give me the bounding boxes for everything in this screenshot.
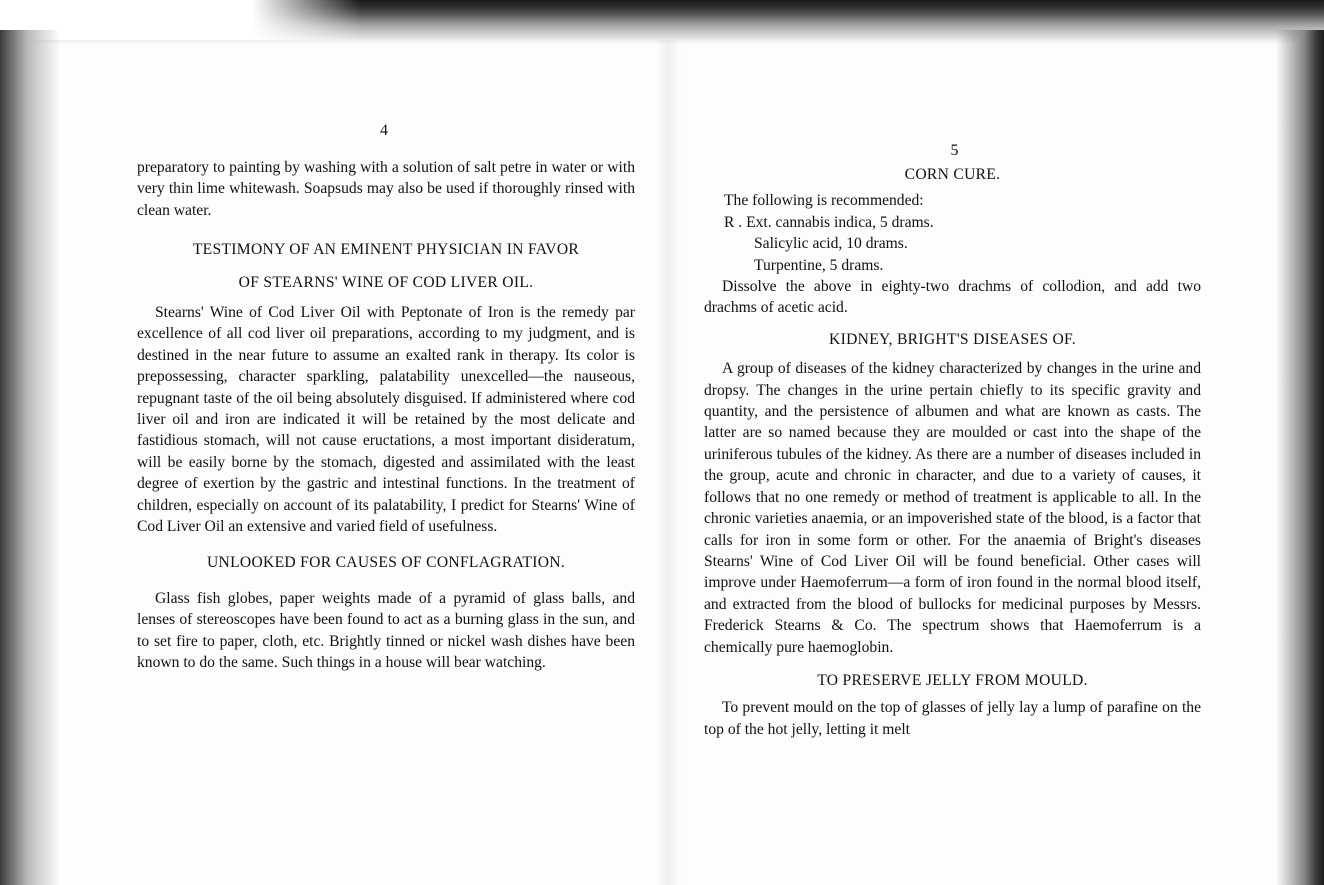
section-heading: TO PRESERVE JELLY FROM MOULD. <box>817 671 1088 689</box>
conflagration-paragraph: Glass fish globes, paper weights made of a pyramid of glass balls, and lenses of stereoscopes have been found to act as a burning glass in the sun, and to set fire to paper, cloth, etc. Brightly tinned or nickel wash dishes have been known to do the same. Such things in a house will bear watching. <box>137 589 635 672</box>
recipe-instructions: Dissolve the above in eighty-two drachms of collodion, and add two drachms of acetic acid. <box>704 278 1201 317</box>
opening-paragraph: preparatory to painting by washing with a solution of salt petre in water or with very thin lime whitewash. Soapsuds may also be used if thoroughly rinsed with clean water. <box>137 159 635 219</box>
book-gutter <box>655 40 681 885</box>
left-page <box>137 120 635 674</box>
recipe-line: R . Ext. cannabis indica, 5 drams. <box>724 213 934 231</box>
scan-shadow-left <box>0 30 60 885</box>
page-number: 5 <box>950 142 959 159</box>
section-heading: TESTIMONY OF AN EMINENT PHYSICIAN IN FAVOR <box>192 241 580 259</box>
recipe-line: Turpentine, 5 drams. <box>754 256 884 274</box>
recipe-intro: The following is recommended: <box>724 192 924 210</box>
testimony-paragraph: Stearns' Wine of Cod Liver Oil with Peptonate of Iron is the remedy par excellence of all cod liver oil preparations, according to my judgment, and is destined in the near future to assume an exalted rank in therapy. Its color is prepossessing, character sparkling, palatability unexcelled—the nauseous, repugnant taste of the oil being absolutely disguised. If administered where cod liver oil and iron are indicated it will be retained by the most delicate and fastidious stomach, will not cause eructations, a most important disideratum, will be easily borne by the stomach, digested and assimilated with the least degree of exertion by the gastric and intestinal functions. In the treatment of children, especially on account of its palatability, I predict for Stearns' Wine of Cod Liver Oil an extensive and varied field of usefulness. <box>137 304 635 536</box>
kidney-paragraph: A group of diseases of the kidney characterized by changes in the urine and dropsy. The changes in the urine pertain chiefly to its specific gravity and quantity, and the persistence of albumen and what are known as casts. The latter are so named because they are moulded or cast into the shape of the uriniferous tubules of the kidney. As there are a number of diseases included in the group, acute and chronic in character, and due to a variety of causes, it follows that no one remedy or method of treatment is applicable to all. In the chronic varieties anaemia, or an impoverished state of the blood, is a factor that calls for iron in some form or other. For the anaemia of Bright's diseases Stearns' Wine of Cod Liver Oil will be found beneficial. Other cases will improve under Haemoferrum—a form of iron found in the normal blood itself, and extracted from the blood of bullocks for medicinal purposes by Messrs. Frederick Stearns & Co. The spectrum shows that Haemoferrum is a chemically pure haemoglobin. <box>704 360 1201 656</box>
section-heading: CORN CURE. <box>904 166 1001 183</box>
scan-shadow-right <box>1276 30 1324 885</box>
section-heading: UNLOOKED FOR CAUSES OF CONFLAGRATION. <box>206 553 566 571</box>
section-heading: KIDNEY, BRIGHT'S DISEASES OF. <box>829 330 1076 348</box>
page-number: 4 <box>380 122 388 139</box>
recipe-line: Salicylic acid, 10 drams. <box>754 235 908 253</box>
jelly-paragraph: To prevent mould on the top of glasses of jelly lay a lump of parafine on the top of the hot jelly, letting it melt <box>704 699 1201 738</box>
right-page <box>704 140 1201 740</box>
section-heading-continued: OF STEARNS' WINE OF COD LIVER OIL. <box>238 273 534 291</box>
